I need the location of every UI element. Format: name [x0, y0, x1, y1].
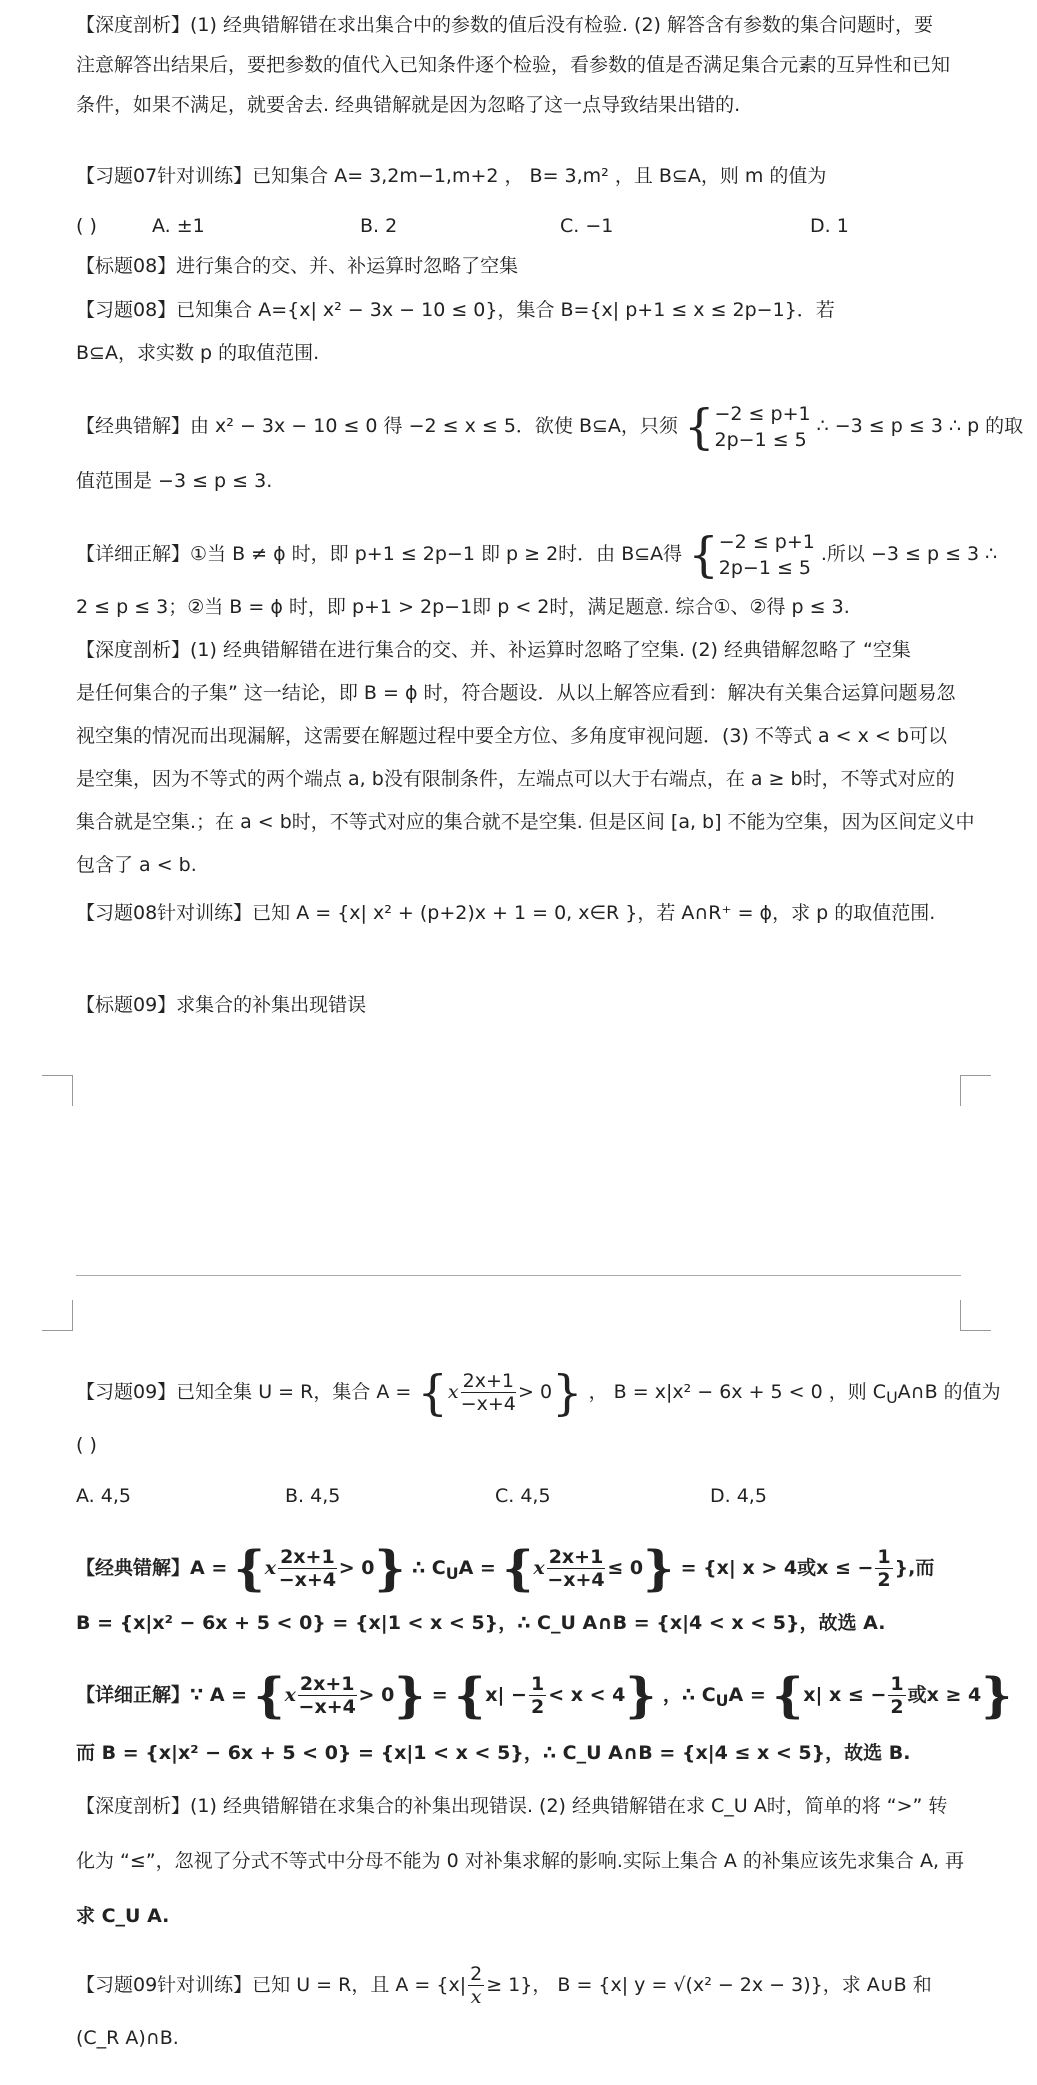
exercise-09-option-d: D. 4,5 — [710, 1485, 767, 1507]
fraction-numerator: 2x+1 — [280, 1546, 335, 1568]
exercise-07-paren: ( ) — [76, 215, 97, 237]
right-answer-08-pre: 【详细正解】①当 B ≠ ϕ 时，即 p+1 ≤ 2p−1 即 p ≥ 2时．由 B⊆A得 — [76, 543, 683, 565]
right-answer-08-post: .所以 −3 ≤ p ≤ 3 ∴ — [820, 543, 998, 565]
condition: > 0 — [338, 1557, 375, 1579]
brace-icon: { — [417, 1364, 448, 1421]
inequality-system — [715, 401, 811, 453]
exercise-08-line-1: 【习题08】已知集合 A={x| x² − 3x − 10 ≤ 0}，集合 B={x| p+1 ≤ x ≤ 2p−1}．若 — [76, 299, 835, 321]
fraction-numerator: 1 — [877, 1546, 891, 1568]
right-answer-09-line-1: 【详细正解】∵ A = {x $\frac{2x+1}{-x+4}$ > 0} = {x| − $\frac{1}{2}$ < x < 4} ，∴ $C_UA = \{x|$ x ≤ − $\frac{1}{2}$ 或x ≥ 4} — [76, 1667, 1013, 1724]
deep-analysis-09-line-1: 【深度剖析】(1) 经典错解错在求集合的补集出现错误. (2) 经典错解错在求 C_U A时，简单的将 “>” 转 — [76, 1795, 948, 1817]
deep-analysis-08-line-3: 视空集的情况而出现漏解，这需要在解题过程中要全方位、多角度审视问题．(3) 不等式 a < x < b可以 — [76, 725, 947, 747]
complement-eq: A = — [458, 1557, 496, 1579]
fraction-numerator: 1 — [890, 1673, 904, 1695]
fraction-half — [888, 1673, 905, 1718]
range-end: 或x ≥ 4 — [907, 1684, 982, 1706]
complement: ，∴ C — [662, 1684, 716, 1706]
crop-mark-icon — [42, 1075, 73, 1106]
wrong-answer-09-line-1: 【经典错解】A = {x $\frac{2x+1}{-x+4}$ > 0} ∴ $C_UA = \{x$ $\frac{2x+1}{-x+4}$ ≤ 0} = {x| x > 4或x ≤ − $\frac{1}{2}$ },而 — [76, 1540, 935, 1597]
fraction — [468, 1963, 484, 2008]
fraction-denominator: −x+4 — [278, 1569, 337, 1591]
system-row-2: 2p−1 ≤ 5 — [714, 428, 807, 451]
brace-icon: { — [253, 1667, 285, 1724]
title-09: 【标题09】求集合的补集出现错误 — [76, 994, 367, 1016]
deep-analysis-07-line-1: 【深度剖析】(1) 经典错解错在求出集合中的参数的值后没有检验. (2) 解答含有参数的集合问题时，要 — [76, 14, 933, 36]
brace-icon: { — [454, 1667, 486, 1724]
exercise-07-option-a: A. ±1 — [152, 215, 205, 237]
range: x| x ≤ − — [803, 1684, 887, 1706]
result-set: = {x| x > 4或x ≤ − — [680, 1557, 874, 1579]
crop-mark-icon — [960, 1075, 991, 1106]
fraction-denominator: 2 — [530, 1696, 545, 1718]
deep-analysis-09-line-2: 化为 “≤”，忽视了分式不等式中分母不能为 0 对补集求解的影响.实际上集合 A 的补集应该先求集合 A, 再 — [76, 1850, 965, 1872]
right-answer-09-line-2: 而 B = {x|x² − 6x + 5 < 0} = {x|1 < x < 5}，∴ C_U A∩B = {x|4 ≤ x < 5}，故选 B. — [76, 1742, 911, 1764]
exercise-07-option-d: D. 1 — [810, 215, 849, 237]
crop-mark-icon — [960, 1300, 991, 1331]
training-09-mid: ≥ 1}， B = {x| y = √(x² − 2x − 3)}，求 A∪B 和 — [486, 1974, 932, 1996]
exercise-09-training-line-1 — [76, 1955, 961, 2015]
exercise-09-line-1 — [76, 1362, 1001, 1422]
exercise-07-option-c: C. −1 — [560, 215, 614, 237]
title-08: 【标题08】进行集合的交、并、补运算时忽略了空集 — [76, 255, 519, 277]
exercise-09-post: A∩B 的值为 — [897, 1381, 1001, 1403]
complement: ∴ C — [411, 1557, 446, 1579]
right-answer-08-line-2: 2 ≤ p ≤ 3；②当 B = ϕ 时，即 p+1 > 2p−1即 p < 2时，满足题意. 综合①、②得 p ≤ 3. — [76, 596, 850, 618]
fraction-denominator: 2 — [877, 1569, 891, 1591]
condition: ≤ 0 — [607, 1557, 644, 1579]
brace-icon: } — [625, 1667, 657, 1724]
exercise-09-option-a: A. 4,5 — [76, 1485, 131, 1507]
page-divider — [76, 1275, 961, 1276]
wrong-answer-08-pre: 【经典错解】由 x² − 3x − 10 ≤ 0 得 −2 ≤ x ≤ 5．欲使 B⊆A，只须 — [76, 415, 678, 437]
subscript: U — [715, 1690, 729, 1710]
system-row-2: 2p−1 ≤ 5 — [718, 556, 812, 579]
equals: = — [431, 1684, 448, 1706]
crop-mark-icon — [42, 1300, 73, 1331]
result-end: },而 — [894, 1557, 935, 1579]
inequality-system — [719, 529, 815, 581]
training-09-pre: 【习题09针对训练】已知 U = R，且 A = {x| — [76, 1974, 467, 1996]
fraction-half — [875, 1546, 892, 1591]
deep-analysis-08-line-1: 【深度剖析】(1) 经典错解错在进行集合的交、并、补运算时忽略了空集. (2) 经典错解忽略了 “空集 — [76, 639, 911, 661]
deep-analysis-07-line-2: 注意解答出结果后，要把参数的值代入已知条件逐个检验，看参数的值是否满足集合元素的互异性和已知 — [76, 54, 951, 76]
brace-icon: { — [502, 1540, 534, 1597]
brace-icon: } — [981, 1667, 1013, 1724]
brace-icon: } — [394, 1667, 426, 1724]
condition: > 0 — [517, 1381, 553, 1403]
fraction-numerator: 2x+1 — [299, 1673, 355, 1695]
brace-icon: } — [643, 1540, 674, 1597]
fraction — [278, 1546, 337, 1591]
exercise-07-training: 【习题07针对训练】已知集合 A= 3,2m−1,m+2 ， B= 3,m² ，且 B⊆A，则 m 的值为 — [76, 165, 827, 187]
system-row-1: −2 ≤ p+1 — [714, 402, 811, 425]
deep-analysis-07-line-3: 条件，如果不满足，就要舍去. 经典错解就是因为忽略了这一点导致结果出错的. — [76, 94, 741, 116]
subscript: U — [445, 1563, 459, 1583]
wrong-answer-08-line-2: 值范围是 −3 ≤ p ≤ 3. — [76, 470, 273, 492]
fraction-denominator: −x+4 — [547, 1569, 605, 1591]
condition: > 0 — [358, 1684, 395, 1706]
exercise-07-option-b: B. 2 — [360, 215, 398, 237]
right-answer-09-pre: 【详细正解】∵ A = — [76, 1684, 248, 1706]
subscript: U — [886, 1387, 898, 1407]
set-variable: x — [447, 1381, 459, 1403]
wrong-answer-08-line-1 — [76, 396, 1024, 456]
fraction-denominator: x — [470, 1986, 482, 2008]
exercise-09-option-c: C. 4,5 — [495, 1485, 551, 1507]
fraction — [461, 1370, 516, 1415]
right-answer-08-line-1 — [76, 524, 998, 584]
wrong-answer-09-pre: 【经典错解】A = — [76, 1557, 228, 1579]
fraction-denominator: 2 — [890, 1696, 904, 1718]
exercise-09-pre: 【习题09】已知全集 U = R，集合 A = — [76, 1381, 412, 1403]
range-end: < x < 4 — [548, 1684, 626, 1706]
brace-icon: { — [688, 526, 719, 583]
exercise-08-training: 【习题08针对训练】已知 A = {x| x² + (p+2)x + 1 = 0, x∈R }，若 A∩R⁺ = ϕ，求 p 的取值范围. — [76, 902, 936, 924]
system-row-1: −2 ≤ p+1 — [718, 530, 815, 553]
fraction-denominator: −x+4 — [460, 1393, 516, 1415]
deep-analysis-09-line-3: 求 C_U A. — [76, 1905, 170, 1927]
fraction-denominator: −x+4 — [298, 1696, 356, 1718]
exercise-09-option-b: B. 4,5 — [285, 1485, 341, 1507]
deep-analysis-08-line-4: 是空集，因为不等式的两个端点 a, b没有限制条件，左端点可以大于右端点，在 a ≥ b时，不等式对应的 — [76, 768, 955, 790]
fraction — [298, 1673, 357, 1718]
complement-eq: A = — [728, 1684, 766, 1706]
deep-analysis-08-line-6: 包含了 a < b. — [76, 854, 197, 876]
brace-icon: { — [233, 1540, 265, 1597]
fraction-half — [529, 1673, 546, 1718]
deep-analysis-08-line-5: 集合就是空集.；在 a < b时，不等式对应的集合就不是空集. 但是区间 [a, b] 不能为空集，因为区间定义中 — [76, 811, 975, 833]
wrong-answer-08-post: ∴ −3 ≤ p ≤ 3 ∴ p 的取 — [816, 415, 1024, 437]
fraction-numerator: 2 — [470, 1963, 483, 1985]
exercise-09-paren: ( ) — [76, 1434, 97, 1456]
deep-analysis-08-line-2: 是任何集合的子集” 这一结论，即 B = ϕ 时，符合题设．从以上解答应看到：解决有关集合运算问题易忽 — [76, 682, 956, 704]
brace-icon: } — [552, 1364, 583, 1421]
exercise-08-line-2: B⊆A，求实数 p 的取值范围. — [76, 342, 320, 364]
brace-icon: { — [772, 1667, 804, 1724]
fraction-numerator: 1 — [530, 1673, 545, 1695]
wrong-answer-09-line-2: B = {x|x² − 6x + 5 < 0} = {x|1 < x < 5}，∴ C_U A∩B = {x|4 < x < 5}，故选 A. — [76, 1612, 886, 1634]
fraction-numerator: 2x+1 — [462, 1370, 514, 1392]
brace-icon: } — [374, 1540, 406, 1597]
brace-icon: { — [683, 398, 715, 455]
exercise-09-training-line-2: (C_R A)∩B. — [76, 2027, 179, 2049]
exercise-09-mid: ， B = x|x² − 6x + 5 < 0 ，则 C — [588, 1381, 887, 1403]
fraction — [547, 1546, 606, 1591]
range: x| − — [485, 1684, 527, 1706]
fraction-numerator: 2x+1 — [548, 1546, 604, 1568]
